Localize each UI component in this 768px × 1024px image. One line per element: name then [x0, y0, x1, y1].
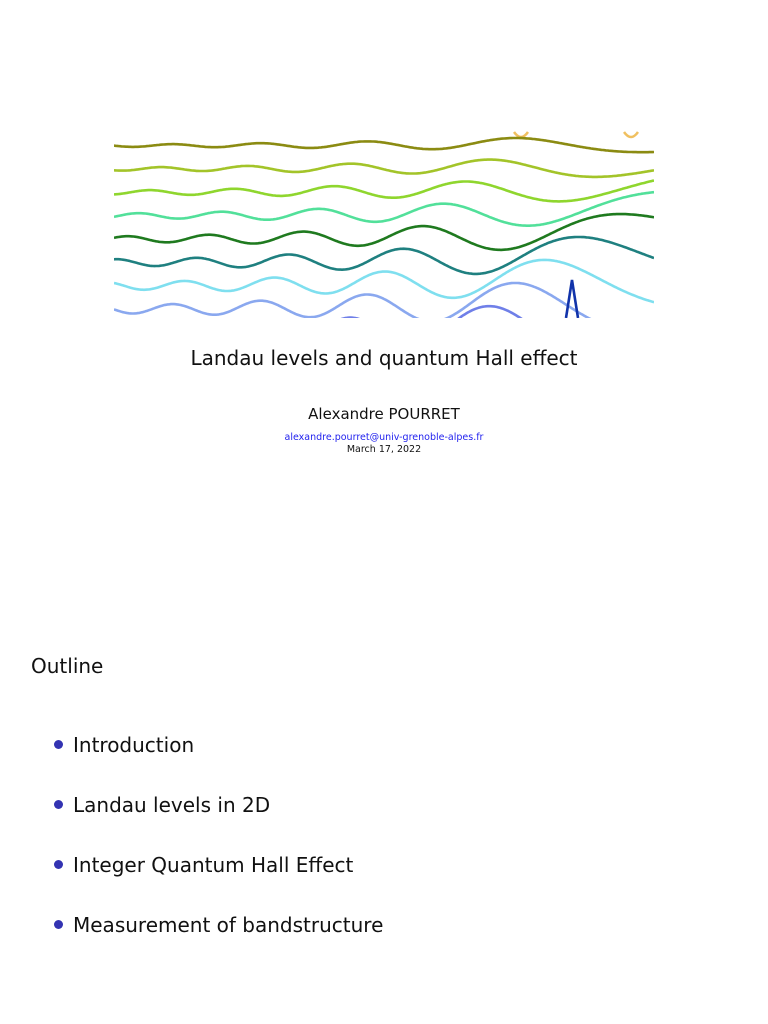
outline-item-label: Introduction [73, 733, 195, 757]
outline-list [52, 730, 383, 970]
outline-item-label: Integer Quantum Hall Effect [73, 853, 354, 877]
outline-item-label: Landau levels in 2D [73, 793, 271, 817]
accent-squiggle [514, 132, 528, 137]
outline-heading: Outline [31, 654, 104, 678]
outline-item [52, 730, 383, 790]
author-name: Alexandre POURRET [308, 405, 460, 423]
oscillation-curves-image [114, 130, 654, 318]
outline-item-label: Measurement of bandstructure [73, 913, 384, 937]
oscillation-curve [114, 237, 654, 274]
author-email-link[interactable]: alexandre.pourret@univ-grenoble-alpes.fr [284, 432, 484, 443]
outline-item [52, 910, 383, 970]
oscillation-curve [114, 181, 654, 202]
bullet-icon [54, 920, 63, 929]
bullet-icon [54, 740, 63, 749]
oscillation-peak [566, 280, 578, 318]
outline-item [52, 790, 383, 850]
outline-item [52, 850, 383, 910]
bullet-icon [54, 860, 63, 869]
talk-title: Landau levels and quantum Hall effect [190, 346, 578, 370]
oscillation-curve [114, 160, 654, 177]
outline-slide [0, 512, 768, 1024]
bullet-icon [54, 800, 63, 809]
oscillation-curve [114, 138, 654, 152]
accent-squiggle [624, 132, 638, 137]
talk-date: March 17, 2022 [346, 444, 422, 455]
oscillation-curve [114, 214, 654, 250]
